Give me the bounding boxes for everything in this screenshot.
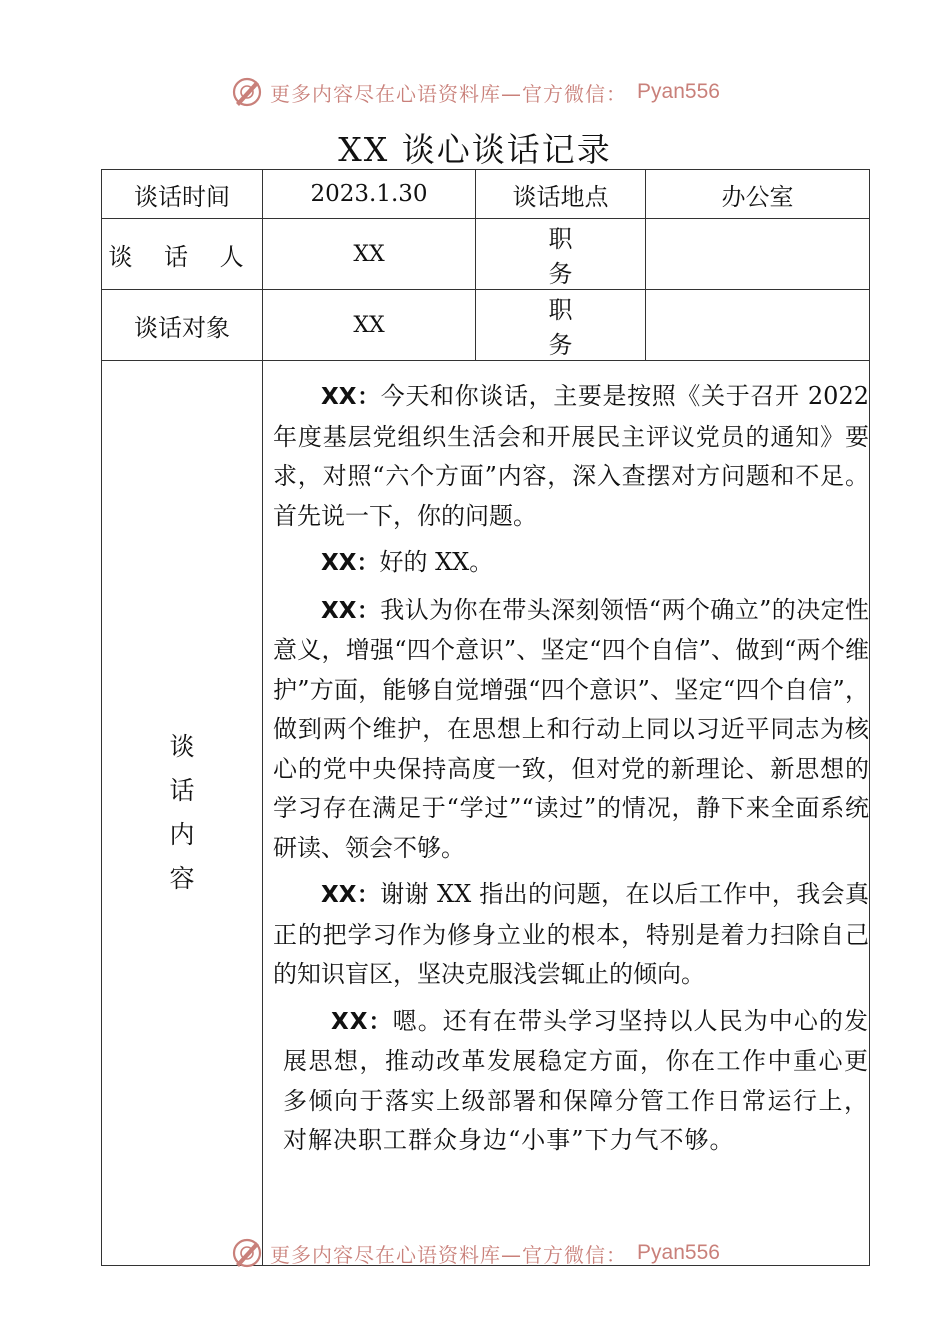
page-title: XX 谈心谈话记录 (338, 130, 612, 169)
target-label: 谈话对象 (102, 290, 263, 361)
dialogue-text: 好的 XX。 (379, 548, 494, 576)
dialogue-paragraph (273, 543, 869, 584)
dialogue-text: 嗯。还有在带头学习坚持以人民为中心的发展思想，推动改革发展稳定方面，你在工作中重心更多倾向于落实上级部署和保障分管工作日常运行上，对解决职工群众身边“小事”下力气不够。 (283, 1006, 870, 1154)
content-label-cell (102, 361, 263, 1266)
place-value: 办公室 (646, 170, 870, 219)
talker-label: 谈 话 人 (102, 219, 263, 290)
speaker-label: XX： (321, 550, 380, 576)
target-value: XX (263, 290, 476, 361)
dialogue-paragraph (273, 591, 869, 869)
dialogue-text: 今天和你谈话，主要是按照《关于召开 2022 年度基层党组织生活会和开展民主评议党员的通知》要求，对照“六个方面”内容，深入查摆对方问题和不足。首先说一下，你的问题。 (273, 382, 869, 530)
talker-duty-value (646, 219, 870, 290)
content-label-char: 谈 (169, 732, 195, 761)
pen-logo-icon (230, 1236, 264, 1270)
speaker-label: XX： (331, 1008, 393, 1035)
content-label (102, 732, 262, 894)
conversation-record-table (101, 169, 870, 1266)
place-label: 谈话地点 (476, 170, 646, 219)
dialogue-text: 我认为你在带头深刻领悟“两个确立”的决定性意义，增强“四个意识”、坚定“四个自信”、做到“两个维护”方面，能够自觉增强“四个意识”、坚定“四个自信”，做到两个维护，在思想上和行动上同以习近平同志为核心的党中央保持高度一致，但对党的新理论、新思想的学习存在满足于“学过”“读过”的情况，静下来全面系统研读、领会不够。 (273, 595, 870, 862)
watermark-wechat-id: Pyan556 (637, 80, 720, 103)
dialogue-paragraph (273, 377, 869, 536)
table-row (102, 170, 870, 219)
table-row (102, 290, 870, 361)
table-row (102, 219, 870, 290)
dialogue-paragraph (273, 875, 869, 995)
table-row (102, 361, 870, 1266)
dialogue-paragraph (283, 1002, 869, 1161)
speaker-label: XX： (321, 882, 381, 908)
talker-duty-label: 职 务 (476, 219, 646, 290)
conversation-content (263, 361, 870, 1266)
time-value: 2023.1.30 (263, 170, 476, 219)
watermark-wechat-id: Pyan556 (637, 1241, 720, 1264)
speaker-label: XX： (321, 597, 381, 624)
time-label: 谈话时间 (102, 170, 263, 219)
pen-logo-icon (230, 75, 264, 109)
watermark-header (0, 72, 950, 112)
dialogue-text: 谢谢 XX 指出的问题，在以后工作中，我会真正的把学习作为修身立业的根本，特别是着力扫除自己的知识盲区，坚决克服浅尝辄止的倾向。 (273, 880, 870, 988)
content-label-char: 话 (169, 776, 195, 805)
speaker-label: XX： (321, 384, 381, 410)
watermark-footer (0, 1233, 950, 1273)
watermark-text: 更多内容尽在心语资料库—官方微信： (270, 81, 628, 106)
content-label-char: 内 (169, 820, 195, 849)
talker-value: XX (263, 219, 476, 290)
watermark-text: 更多内容尽在心语资料库—官方微信： (270, 1242, 628, 1267)
target-duty-value (646, 290, 870, 361)
target-duty-label: 职 务 (476, 290, 646, 361)
content-label-char: 容 (169, 864, 195, 893)
